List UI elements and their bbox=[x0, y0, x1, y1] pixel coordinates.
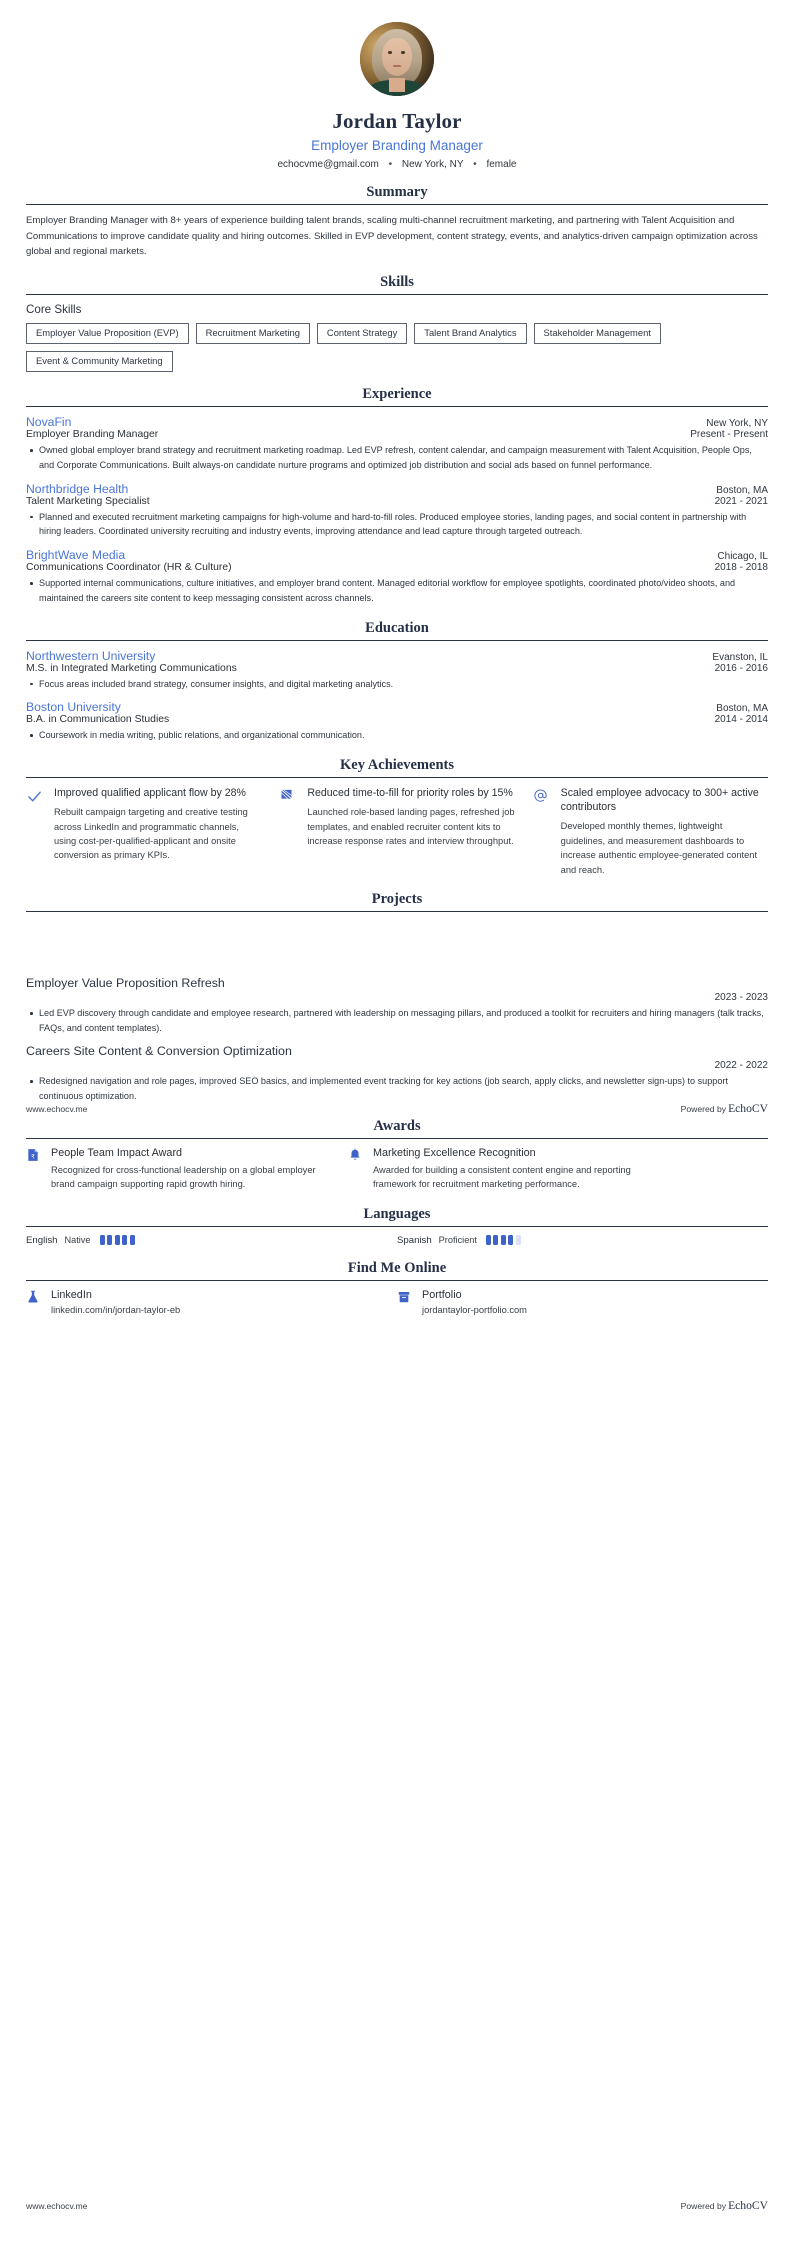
language-name: Spanish bbox=[397, 1234, 432, 1246]
education-location: Boston, MA bbox=[716, 703, 768, 715]
section-heading-skills: Skills bbox=[380, 273, 414, 290]
footer-powered-by bbox=[681, 2196, 768, 2214]
section-key-achievements bbox=[26, 757, 768, 877]
section-divider bbox=[26, 294, 768, 295]
experience-entry bbox=[26, 482, 768, 539]
award-description: Awarded for building a consistent content engine and reporting framework for recruitment marketing performance. bbox=[373, 1164, 631, 1190]
experience-role: Talent Marketing Specialist bbox=[26, 495, 150, 507]
at-sign-icon bbox=[533, 786, 553, 877]
experience-bullets bbox=[26, 510, 768, 539]
experience-dates: 2018 - 2018 bbox=[714, 562, 768, 574]
section-heading-languages: Languages bbox=[363, 1205, 431, 1222]
section-divider bbox=[26, 640, 768, 641]
section-heading-projects: Projects bbox=[371, 891, 423, 908]
contact-email[interactable]: echocvme@gmail.com bbox=[277, 159, 379, 170]
section-experience bbox=[26, 386, 768, 605]
section-divider bbox=[26, 911, 768, 912]
contact-separator-2: • bbox=[473, 159, 477, 170]
footer-site-url[interactable]: www.echocv.me bbox=[26, 1104, 88, 1114]
achievement-title: Improved qualified applicant flow by 28% bbox=[54, 787, 246, 800]
section-heading-find-me-online: Find Me Online bbox=[347, 1259, 447, 1276]
achievement-description: Launched role-based landing pages, refreshed job templates, and enabled recruiter content kits to increase response rates and interview throughput. bbox=[307, 807, 515, 847]
project-bullets bbox=[26, 1006, 768, 1035]
archive-box-icon bbox=[397, 1289, 413, 1315]
achievement-card bbox=[533, 786, 768, 877]
education-dates: 2016 - 2016 bbox=[714, 662, 768, 674]
experience-org[interactable]: Northbridge Health bbox=[26, 481, 129, 496]
experience-org[interactable]: BrightWave Media bbox=[26, 548, 126, 563]
bullet-item: Owned global employer brand strategy and recruitment marketing roadmap. Led EVP refresh, content calendar, and campaign measurement with Talent Acquisition, People Ops, and Corporate Communications. Built always-on candidate nurture programs and optimized job distribution and social ads based on funnel performance. bbox=[26, 443, 768, 472]
language-level: Proficient bbox=[438, 1235, 477, 1246]
skill-group-name: Core Skills bbox=[26, 302, 82, 316]
section-awards bbox=[26, 1118, 768, 1192]
experience-dates: 2021 - 2021 bbox=[714, 495, 768, 507]
avatar bbox=[360, 22, 434, 96]
summary-text: Employer Branding Manager with 8+ years of experience building talent brands, scaling multi-channel recruitment marketing, and partnering with Talent Acquisition and Communications to improve candidate quality and hiring outcomes. Skilled in EVP development, content strategy, events, and analytics-driven campaign optimization across global and regional markets. bbox=[26, 215, 758, 258]
award-description: Recognized for cross-functional leadership on a global employer brand campaign supporting rapid growth hiring. bbox=[51, 1164, 316, 1190]
education-dates: 2014 - 2014 bbox=[714, 714, 768, 726]
award-card bbox=[26, 1147, 326, 1192]
skill-chip: Recruitment Marketing bbox=[196, 323, 310, 344]
section-skills bbox=[26, 274, 768, 373]
contact-separator-1: • bbox=[388, 159, 393, 170]
section-education bbox=[26, 620, 768, 743]
experience-role: Employer Branding Manager bbox=[26, 429, 159, 441]
achievement-title: Reduced time-to-fill for priority roles by 15% bbox=[307, 787, 513, 800]
language-proficiency-meter bbox=[100, 1235, 135, 1245]
experience-location: Chicago, IL bbox=[717, 551, 768, 563]
footer-site-url[interactable]: www.echocv.me bbox=[26, 2201, 88, 2211]
contact-gender: female bbox=[486, 159, 517, 170]
skill-chip: Talent Brand Analytics bbox=[414, 323, 526, 344]
achievement-title: Scaled employee advocacy to 300+ active contributors bbox=[560, 787, 759, 814]
section-find-me-online bbox=[26, 1260, 768, 1315]
experience-entry bbox=[26, 548, 768, 605]
bullet-item: Supported internal communications, culture initiatives, and employer brand content. Managed editorial workflow for employee spotlights, coordinated photo/video shoots, and maintained the careers site content to keep messaging consistent across channels. bbox=[26, 576, 768, 605]
section-divider bbox=[26, 204, 768, 205]
resume-header bbox=[26, 0, 768, 170]
link-item[interactable] bbox=[397, 1289, 768, 1315]
bell-icon bbox=[348, 1147, 364, 1192]
project-entry bbox=[26, 1044, 768, 1103]
page-title: Jordan Taylor bbox=[332, 109, 462, 133]
language-level: Native bbox=[64, 1235, 91, 1246]
flask-icon bbox=[26, 1289, 42, 1315]
education-entry bbox=[26, 700, 768, 743]
bullet-item: Led EVP discovery through candidate and employee research, partnered with leadership on messaging pillars, and produced a toolkit for recruiters and hiring managers (talk tracks, FAQs, and content templates). bbox=[26, 1006, 768, 1035]
skill-chip-list bbox=[26, 323, 768, 373]
experience-org[interactable]: NovaFin bbox=[26, 415, 72, 430]
section-divider bbox=[26, 1138, 768, 1139]
footer-powered-by bbox=[681, 1099, 768, 1117]
skill-chip: Employer Value Proposition (EVP) bbox=[26, 323, 189, 344]
skill-chip: Stakeholder Management bbox=[534, 323, 661, 344]
award-card bbox=[348, 1147, 648, 1192]
bullet-item: Coursework in media writing, public relations, and organizational communication. bbox=[26, 728, 768, 743]
section-heading-awards: Awards bbox=[373, 1117, 421, 1134]
section-heading-education: Education bbox=[365, 619, 429, 636]
achievement-list bbox=[26, 786, 768, 877]
project-dates: 2022 - 2022 bbox=[714, 1060, 768, 1072]
language-item bbox=[26, 1235, 397, 1246]
project-entry bbox=[26, 976, 768, 1035]
page-footer bbox=[0, 1099, 794, 1117]
page-footer bbox=[0, 2196, 794, 2214]
footer-brand: EchoCV bbox=[728, 2199, 768, 2212]
award-list bbox=[26, 1147, 768, 1192]
footer-brand: EchoCV bbox=[728, 1102, 768, 1115]
section-divider bbox=[26, 406, 768, 407]
link-list bbox=[26, 1289, 768, 1315]
section-heading-summary: Summary bbox=[366, 184, 428, 200]
education-school[interactable]: Boston University bbox=[26, 700, 121, 715]
award-title: People Team Impact Award bbox=[51, 1146, 183, 1159]
experience-location: Boston, MA bbox=[716, 484, 768, 496]
language-list bbox=[26, 1235, 768, 1246]
check-icon bbox=[26, 786, 46, 877]
skill-chip: Content Strategy bbox=[317, 323, 407, 344]
project-title: Careers Site Content & Conversion Optimization bbox=[26, 1044, 292, 1059]
footer-powered-by-label: Powered by bbox=[680, 1104, 727, 1114]
project-dates: 2023 - 2023 bbox=[714, 992, 768, 1004]
experience-entry bbox=[26, 415, 768, 472]
skill-chip: Event & Community Marketing bbox=[26, 351, 173, 372]
language-item bbox=[397, 1235, 768, 1246]
section-divider bbox=[26, 1280, 768, 1281]
education-entry bbox=[26, 649, 768, 692]
link-label[interactable]: LinkedIn bbox=[51, 1288, 92, 1301]
section-divider bbox=[26, 1226, 768, 1227]
document-rupee-icon bbox=[26, 1147, 42, 1192]
achievement-card bbox=[26, 786, 261, 877]
footer-powered-by-label: Powered by bbox=[680, 2201, 727, 2211]
experience-dates: Present - Present bbox=[690, 429, 768, 441]
education-degree: M.S. in Integrated Marketing Communications bbox=[26, 662, 237, 674]
job-title: Employer Branding Manager bbox=[311, 138, 483, 153]
section-heading-key-achievements: Key Achievements bbox=[340, 757, 454, 774]
bullet-item: Redesigned navigation and role pages, improved SEO basics, and implemented event tracking for key actions (job search, apply clicks, and newsletter sign-ups) to support continuous optimization. bbox=[26, 1074, 768, 1103]
link-url[interactable]: jordantaylor-portfolio.com bbox=[422, 1304, 527, 1315]
education-degree: B.A. in Communication Studies bbox=[26, 714, 170, 726]
education-location: Evanston, IL bbox=[712, 651, 768, 663]
flag-icon bbox=[279, 786, 299, 877]
achievement-description: Rebuilt campaign targeting and creative testing across LinkedIn and programmatic channels, using cost-per-qualified-applicant and onsite conversion as primary KPIs. bbox=[54, 807, 248, 861]
education-school[interactable]: Northwestern University bbox=[26, 648, 156, 663]
contact-line bbox=[26, 159, 768, 170]
experience-role: Communications Coordinator (HR & Culture) bbox=[26, 562, 232, 574]
section-projects bbox=[26, 891, 768, 1104]
achievement-card bbox=[279, 786, 514, 877]
contact-location: New York, NY bbox=[401, 159, 464, 170]
link-url[interactable]: linkedin.com/in/jordan-taylor-eb bbox=[51, 1304, 181, 1315]
link-label[interactable]: Portfolio bbox=[422, 1288, 462, 1301]
bullet-item: Focus areas included brand strategy, consumer insights, and digital marketing analytics. bbox=[26, 677, 768, 692]
link-item[interactable] bbox=[26, 1289, 397, 1315]
experience-bullets bbox=[26, 576, 768, 605]
page-break-spacer bbox=[26, 920, 768, 976]
svg-text:₹: ₹ bbox=[31, 1154, 35, 1161]
bullet-item: Planned and executed recruitment marketing campaigns for high-volume and hard-to-fill roles. Produced employee stories, landing pages, and social content in partnership with hiring leaders. Coordinated university recruiting and industry events, improving attendance and lead capture through targeted outreach. bbox=[26, 510, 768, 539]
education-bullets bbox=[26, 728, 768, 743]
award-title: Marketing Excellence Recognition bbox=[373, 1146, 536, 1159]
experience-bullets bbox=[26, 443, 768, 472]
achievement-description: Developed monthly themes, lightweight guidelines, and measurement dashboards to increase authentic employee-generated content and reach. bbox=[560, 821, 758, 875]
education-bullets bbox=[26, 677, 768, 692]
section-heading-experience: Experience bbox=[362, 386, 432, 403]
project-title: Employer Value Proposition Refresh bbox=[26, 976, 225, 991]
section-languages bbox=[26, 1206, 768, 1246]
section-summary bbox=[26, 184, 768, 260]
experience-location: New York, NY bbox=[706, 418, 768, 430]
language-name: English bbox=[26, 1234, 58, 1246]
section-divider bbox=[26, 777, 768, 778]
language-proficiency-meter bbox=[486, 1235, 521, 1245]
